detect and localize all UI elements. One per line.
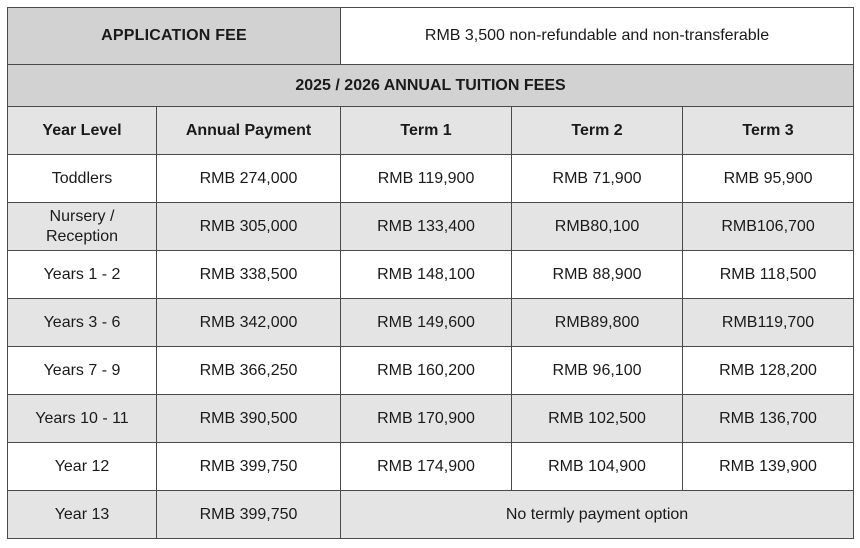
year-level-cell: Toddlers [8,155,157,203]
header-year-level: Year Level [8,107,157,155]
year-level-cell: Year 13 [8,491,157,539]
tuition-title-row [8,65,854,107]
table-row-year-13 [8,491,854,539]
term-2-cell: RMB 102,500 [512,395,683,443]
year-level-cell: Years 10 - 11 [8,395,157,443]
table-row [8,155,854,203]
term-3-cell: RMB106,700 [683,203,854,251]
year-level-cell: Years 3 - 6 [8,299,157,347]
header-term-1: Term 1 [341,107,512,155]
annual-payment-cell: RMB 390,500 [157,395,341,443]
table-row [8,395,854,443]
year-level-cell: Years 1 - 2 [8,251,157,299]
annual-payment-cell: RMB 399,750 [157,443,341,491]
term-2-cell: RMB89,800 [512,299,683,347]
term-2-cell: RMB 96,100 [512,347,683,395]
year-level-cell: Years 7 - 9 [8,347,157,395]
annual-payment-cell: RMB 399,750 [157,491,341,539]
term-3-cell: RMB119,700 [683,299,854,347]
annual-payment-cell: RMB 366,250 [157,347,341,395]
table-row [8,347,854,395]
header-annual-payment: Annual Payment [157,107,341,155]
term-1-cell: RMB 148,100 [341,251,512,299]
table-row [8,299,854,347]
table-header-row [8,107,854,155]
application-fee-value: RMB 3,500 non-refundable and non-transferable [341,8,854,65]
term-1-cell: RMB 170,900 [341,395,512,443]
term-3-cell: RMB 118,500 [683,251,854,299]
annual-payment-cell: RMB 342,000 [157,299,341,347]
annual-payment-cell: RMB 274,000 [157,155,341,203]
header-term-2: Term 2 [512,107,683,155]
application-fee-label: APPLICATION FEE [8,8,341,65]
year-level-cell: Nursery / Reception [8,203,157,251]
table-row [8,443,854,491]
term-2-cell: RMB80,100 [512,203,683,251]
table-row [8,203,854,251]
term-1-cell: RMB 119,900 [341,155,512,203]
term-1-cell: RMB 160,200 [341,347,512,395]
term-2-cell: RMB 104,900 [512,443,683,491]
tuition-title: 2025 / 2026 ANNUAL TUITION FEES [8,65,854,107]
term-3-cell: RMB 139,900 [683,443,854,491]
term-3-cell: RMB 95,900 [683,155,854,203]
application-fee-row [8,8,854,65]
term-3-cell: RMB 128,200 [683,347,854,395]
annual-payment-cell: RMB 338,500 [157,251,341,299]
term-2-cell: RMB 71,900 [512,155,683,203]
term-1-cell: RMB 174,900 [341,443,512,491]
tuition-fee-table [7,7,854,539]
term-1-cell: RMB 149,600 [341,299,512,347]
header-term-3: Term 3 [683,107,854,155]
no-termly-payment-note: No termly payment option [341,491,854,539]
table-row [8,251,854,299]
year-level-cell: Year 12 [8,443,157,491]
annual-payment-cell: RMB 305,000 [157,203,341,251]
term-3-cell: RMB 136,700 [683,395,854,443]
term-1-cell: RMB 133,400 [341,203,512,251]
term-2-cell: RMB 88,900 [512,251,683,299]
